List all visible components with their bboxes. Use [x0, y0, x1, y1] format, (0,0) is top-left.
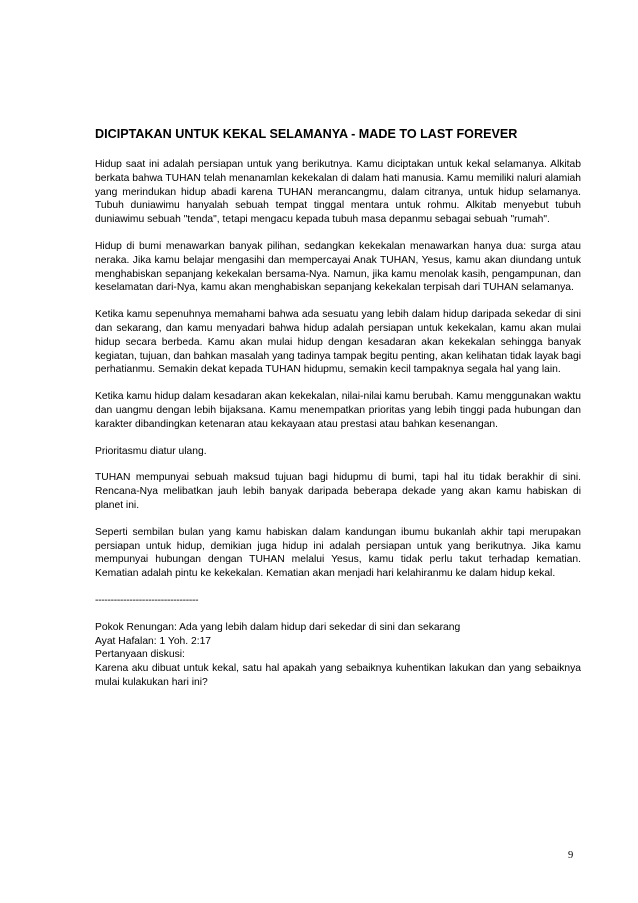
paragraph-7: Seperti sembilan bulan yang kamu habiskan dalam kandungan ibumu bukanlah akhir tapi merupakan persiapan untuk hidup, demikian juga hidup ini adalah persiapan untuk yang berikutnya. Jika kamu mempunyai hubungan dengan TUHAN melalui Yesus, kamu tidak perlu takut terhadap kematian. Kematian adalah pintu ke kekekalan. Kematian akan menjadi hari kelahiranmu ke dalam hidup kekal.	[95, 526, 581, 580]
page-content	[95, 126, 581, 690]
paragraph-4: Ketika kamu hidup dalam kesadaran akan kekekalan, nilai-nilai kamu berubah. Kamu menggunakan waktu dan uangmu dengan lebih bijaksana. Kamu menempatkan prioritas yang lebih tinggi pada hubungan dan karakter dibandingkan ketenaran atau kekayaan atau prestasi atau bahkan kesenangan.	[95, 391, 581, 430]
paragraph-3: Ketika kamu sepenuhnya memahami bahwa ada sesuatu yang lebih dalam hidup daripada sekedar di sini dan sekarang, dan kamu menyadari bahwa hidup adalah persiapan untuk kekekalan, kamu akan mulai hidup secara berbeda. Kamu akan mulai hidup dengan kesadaran akan kekekalan sehingga banyak kegiatan, tujuan, dan bahkan masalah yang tadinya tampak begitu penting, akan kelihatan tidak layak bagi perhatianmu. Semakin dekat kepada TUHAN hidupmu, semakin kecil tampaknya segala hal yang lain.	[95, 309, 581, 376]
reflection-block	[95, 621, 581, 690]
paragraph-1: Hidup saat ini adalah persiapan untuk yang berikutnya. Kamu diciptakan untuk kekal selamanya. Alkitab berkata bahwa TUHAN telah menanamlan kekekalan di dalam hati manusia. Kamu memiliki naluri alamiah yang merindukan hidup abadi karena TUHAN merancangmu, dalam citranya, untuk hidup selamanya. Tubuh duniawimu hanyalah sebuah tempat tinggal mentara untuk rohmu. Alkitab menyebut tubuh duniawimu sebuah "tenda", tetapi mengacu kepada tubuh masa depanmu sebagai sebuah "rumah".	[95, 159, 581, 226]
paragraph-2: Hidup di bumi menawarkan banyak pilihan, sedangkan kekekalan menawarkan hanya dua: surga atau neraka. Jika kamu belajar mengasihi dan mempercayai Anak TUHAN, Yesus, kamu akan diundang untuk menghabiskan sepanjang kekekalan bersama-Nya. Namun, jika kamu menolak kasih, pengampunan, dan keselamatan dari-Nya, kamu akan menghabiskan sepanjang kekekalan terpisah dari TUHAN selamanya.	[95, 240, 581, 294]
paragraph-6: TUHAN mempunyai sebuah maksud tujuan bagi hidupmu di bumi, tapi hal itu tidak berakhir di sini. Rencana-Nya melibatkan jauh lebih banyak daripada beberapa dekade yang akan kamu habiskan di planet ini.	[95, 472, 581, 511]
discussion-question: Karena aku dibuat untuk kekal, satu hal apakah yang sebaiknya kuhentikan lakukan dan yang sebaiknya mulai kulakukan hari ini?	[95, 663, 581, 688]
separator-line: ---------------------------------	[95, 594, 199, 606]
page-number: 9	[568, 850, 574, 861]
paragraph-5: Prioritasmu diatur ulang.	[95, 445, 207, 457]
discussion-label: Pertanyaan diskusi:	[95, 649, 185, 661]
page-title: DICIPTAKAN UNTUK KEKAL SELAMANYA - MADE TO LAST FOREVER	[95, 127, 518, 141]
reflection-topic: Pokok Renungan: Ada yang lebih dalam hidup dari sekedar di sini dan sekarang	[95, 621, 461, 633]
memory-verse: Ayat Hafalan: 1 Yoh. 2:17	[95, 635, 212, 647]
